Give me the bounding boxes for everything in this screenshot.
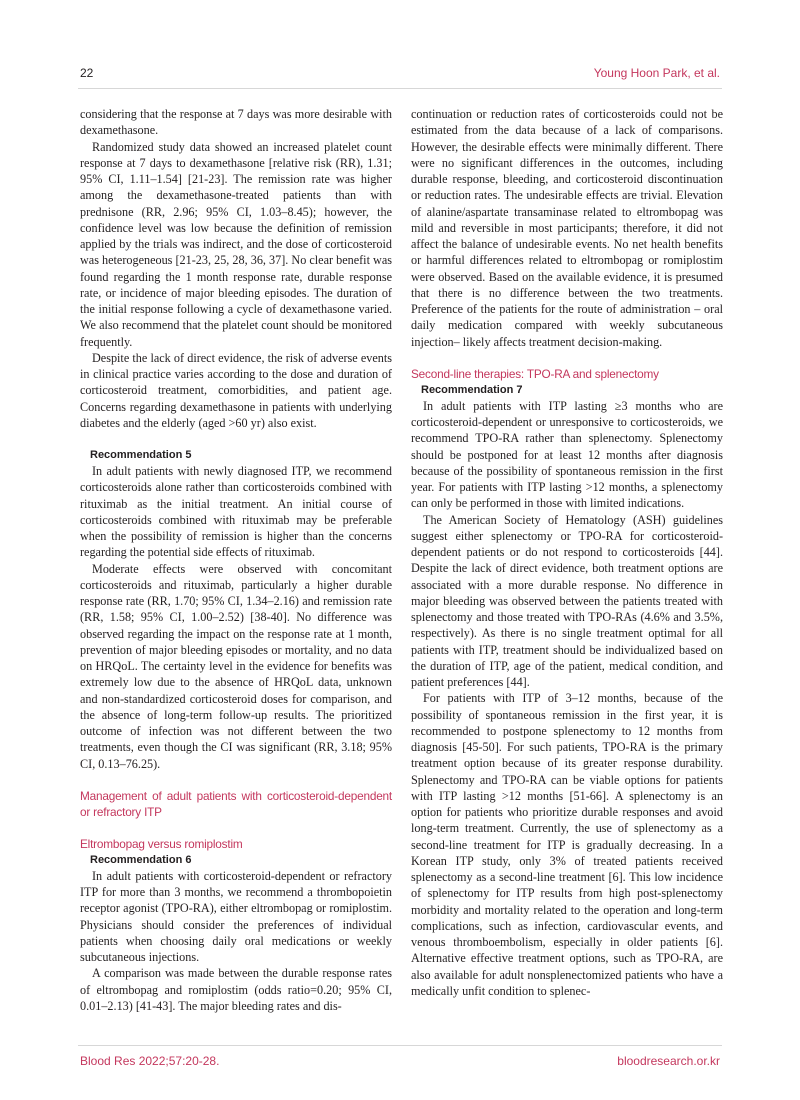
- body-paragraph: Randomized study data showed an increased platelet count response at 7 days to dexamethasone [relative risk (RR), 1.31; 95% CI, 1.11–1.54] [21-23]. The remission rate was higher among the dexamethasone-treated patients than with prednisone (RR, 2.96; 95% CI, 1.03–8.45); however, the confidence level was low because the definition of remission applied by the trials was indirect, and the dose of corticosteroid was heterogeneous [21-23, 25, 28, 36, 37]. No clear benefit was found regarding the 1 month response rate, durable response rate, or incidence of major bleeding episodes. The duration of the initial response following a cycle of dexamethasone varied. We also recommend that the platelet count should be monitored frequently.: [80, 139, 392, 349]
- body-paragraph: A comparison was made between the durable response rates of eltrombopag and romiplostim (odds ratio=0.20; 95% CI, 0.01–2.13) [41-43]. The major bleeding rates and dis-: [80, 966, 392, 1013]
- body-paragraph: In adult patients with newly diagnosed ITP, we recommend corticosteroids alone rather than corticosteroids combined with rituximab as the initial treatment. An initial course of corticosteroids combined with rituximab may be preferable when the possibility of remission is higher than the concerns regarding the potential side effects of rituximab.: [80, 464, 392, 560]
- body-paragraph: In adult patients with ITP lasting ≥3 months who are corticosteroid-dependent or unresponsive to corticosteroids, we recommend TPO-RA rather than splenectomy. Splenectomy should be postponed for at least 12 months after diagnosis because of the possibility of spontaneous remission in the first year. For patients with ITP lasting >12 months, a splenectomy can only be performed in those with limited indications.: [411, 398, 723, 511]
- body-paragraph: continuation or reduction rates of corticosteroids could not be estimated from the data because of a lack of comparisons. However, the desirable effects were minimally different. There were no significant differences in the outcomes, including durable response, bleeding, and corticosteroid discontinuation or reduction rates. The undesirable effects are trivial. Elevation of alanine/aspartate transaminase related to eltrombopag was mild and reversible in most participants; therefore, it did not affect the balance of undesirable events. No net health benefits or harmful differences related to eltrombopag or romiplostim were observed. Based on the available evidence, it is presumed that there is no difference between the two treatments. Preference of the patients for the route of administration – oral daily medication compared with weekly subcutaneous injection– likely affects treatment decision-making.: [411, 107, 723, 349]
- header-divider: [78, 88, 722, 89]
- section-heading-second-line: Second-line therapies: TPO-RA and splenectomy: [411, 366, 659, 381]
- journal-citation: Blood Res 2022;57:20-28.: [80, 1054, 220, 1068]
- right-column: [411, 106, 723, 999]
- left-column: [80, 106, 392, 1014]
- recommendation-5-heading: Recommendation 5: [90, 449, 192, 461]
- body-paragraph: Despite the lack of direct evidence, the risk of adverse events in clinical practice varies according to the dose and duration of corticosteroid treatment, comorbidities, and patient age. Concerns regarding dexamethasone in patients with underlying diabetes and the elderly (aged >60 yr) also exist.: [80, 350, 392, 430]
- recommendation-6-heading: Recommendation 6: [90, 853, 192, 866]
- recommendation-7-heading: Recommendation 7: [421, 383, 523, 396]
- subsection-heading-eltrombopag: Eltrombopag versus romiplostim: [80, 836, 243, 851]
- page-header: [80, 66, 720, 86]
- body-paragraph: In adult patients with corticosteroid-dependent or refractory ITP for more than 3 months, we recommend a thrombopoietin receptor agonist (TPO-RA), either eltrombopag or romiplostim. Physicians should consider the preferences of individual patients when choosing daily oral medications or weekly subcutaneous injections.: [80, 868, 392, 964]
- footer-divider: [78, 1045, 722, 1046]
- body-paragraph: Moderate effects were observed with concomitant corticosteroids and rituximab, particularly a higher durable response rate (RR, 1.70; 95% CI, 1.34–2.16) and remission rate (RR, 1.58; 95% CI, 1.00–2.52) [38-40]. No difference was observed regarding the impact on the response rate at 1 month, prevention of major bleeding episodes or mortality, and no data on HRQoL. The certainty level in the evidence for benefits was extremely low due to the absence of HRQoL data, unknown and non-standardized corticosteroid doses for comparison, and the absence of long-term follow-up results. The prioritized outcome of infection was not different between the two treatments, even though the CI was significant (RR, 3.18; 95% CI, 0.13–76.25).: [80, 561, 392, 771]
- section-heading-management: Management of adult patients with corticosteroid-dependent or refractory ITP: [80, 788, 392, 819]
- body-paragraph: The American Society of Hematology (ASH) guidelines suggest either splenectomy or TPO-RA for corticosteroid-dependent patients or do not respond to corticosteroids [44]. Despite the lack of direct evidence, both treatment options are associated with a more durable response. No difference in major bleeding was observed between the patients treated with splenectomy and those treated with TPO-RAs (4.6% and 3.5%, respectively). As there is no single treatment optimal for all patients with ITP, treatment should be individualized based on the duration of ITP, age of the patient, medical condition, and patient preferences [44].: [411, 512, 723, 689]
- running-head: Young Hoon Park, et al.: [593, 66, 720, 80]
- body-paragraph: considering that the response at 7 days was more desirable with dexamethasone.: [80, 107, 392, 138]
- page-number: 22: [80, 66, 94, 80]
- journal-website-link[interactable]: bloodresearch.or.kr: [617, 1054, 720, 1068]
- body-paragraph: For patients with ITP of 3–12 months, because of the possibility of spontaneous remission in the first year, it is recommended to postpone splenectomy to 12 months from diagnosis [45-50]. For such patients, TPO-RA is the primary treatment option because of its greater response durability. Splenectomy and TPO-RA can be viable options for patients with ITP lasting >12 months [51-66]. A splenectomy is an option for patients who prioritize durable responses and avoid long-term treatment. Currently, the use of splenectomy as a second-line treatment for ITP is gradually decreasing. In a Korean ITP study, only 3% of treated patients received splenectomy as a second-line treatment [6]. This low incidence of splenectomy for ITP results from high post-splenectomy morbidity and mortality related to the operation and long-term complications, such as infection, cardiovascular events, and venous thromboembolism, especially in older patients [6]. Alternative effective treatment options, such as TPO-RA, are also available for adult nonsplenectomized patients who have a medically unfit condition to splenec-: [411, 691, 723, 998]
